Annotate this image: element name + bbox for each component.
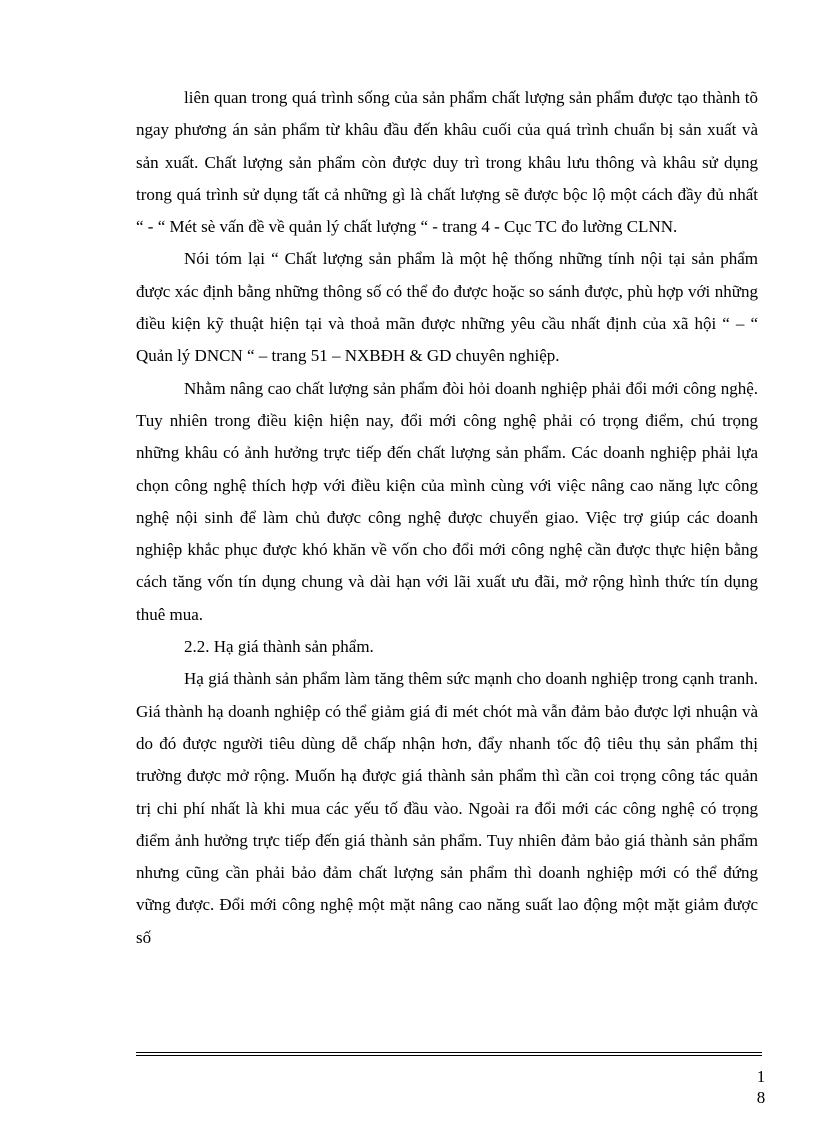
section-heading: 2.2. Hạ giá thành sản phẩm. — [184, 637, 374, 657]
paragraph-2: Nói tóm lại “ Chất lượng sản phẩm là một hệ thống những tính nội tại sản phẩm được xác định bằng những thông số có thể đo được hoặc so sánh được, phù hợp với những điều kiện kỹ thuật hiện tại và thoả mãn được những yêu cầu nhất định của xã hội “ – “ Quản lý DNCN “ – trang 51 – NXBĐH & GD chuyên nghiệp. — [136, 249, 758, 366]
footer-divider — [136, 1052, 762, 1056]
page-number — [754, 1066, 768, 1108]
document-body — [136, 82, 758, 954]
section-paragraph: Hạ giá thành sản phẩm làm tăng thêm sức mạnh cho doanh nghiệp trong cạnh tranh. Giá thành hạ doanh nghiệp có thể giảm giá đi mét chót mà vẫn đảm bảo được lợi nhuận và do đó được người tiêu dùng dễ chấp nhận hơn, đẩy nhanh tốc độ tiêu thụ sản phẩm thị trường được mở rộng. Muốn hạ được giá thành sản phẩm thì cần coi trọng công tác quản trị chi phí nhất là khi mua các yếu tố đầu vào. Ngoài ra đổi mới các công nghệ có trọng điểm ảnh hưởng trực tiếp đến giá thành sản phẩm. Tuy nhiên đảm bảo giá thành sản phẩm nhưng cũng cần phải bảo đảm chất lượng sản phẩm thì doanh nghiệp mới có thể đứng vững được. Đổi mới công nghệ một mặt nâng cao năng suất lao động một mặt giảm được số — [136, 669, 758, 947]
page-number-digit-1: 1 — [756, 1067, 766, 1086]
page-number-digit-2: 8 — [756, 1088, 766, 1107]
paragraph-1: liên quan trong quá trình sống của sản phẩm chất lượng sản phẩm được tạo thành tõ ngay phương án sản phẩm từ khâu đầu đến khâu cuối của quá trình chuẩn bị sản xuất và sản xuất. Chất lượng sản phẩm còn được duy trì trong khâu lưu thông và khâu sử dụng trong quá trình sử dụng tất cả những gì là chất lượng sẽ được bộc lộ một cách đầy đủ nhất “ - “ Mét sè vấn đề về quản lý chất lượng “ - trang 4 - Cục TC đo lường CLNN. — [136, 88, 758, 237]
paragraph-3: Nhằm nâng cao chất lượng sản phẩm đòi hỏi doanh nghiệp phải đổi mới công nghệ. Tuy nhiên trong điều kiện hiện nay, đổi mới công nghệ phải có trọng điểm, chú trọng những khâu có ảnh hưởng trực tiếp đến chất lượng sản phẩm. Các doanh nghiệp phải lựa chọn công nghệ thích hợp với điều kiện của mình cùng với việc nâng cao năng lực công nghệ nội sinh để làm chủ được công nghệ được chuyển giao. Việc trợ giúp các doanh nghiệp khắc phục được khó khăn về vốn cho đổi mới công nghệ cần được thực hiện bằng cách tăng vốn tín dụng chung và dài hạn với lãi xuất ưu đãi, mở rộng hình thức tín dụng thuê mua. — [136, 378, 758, 624]
